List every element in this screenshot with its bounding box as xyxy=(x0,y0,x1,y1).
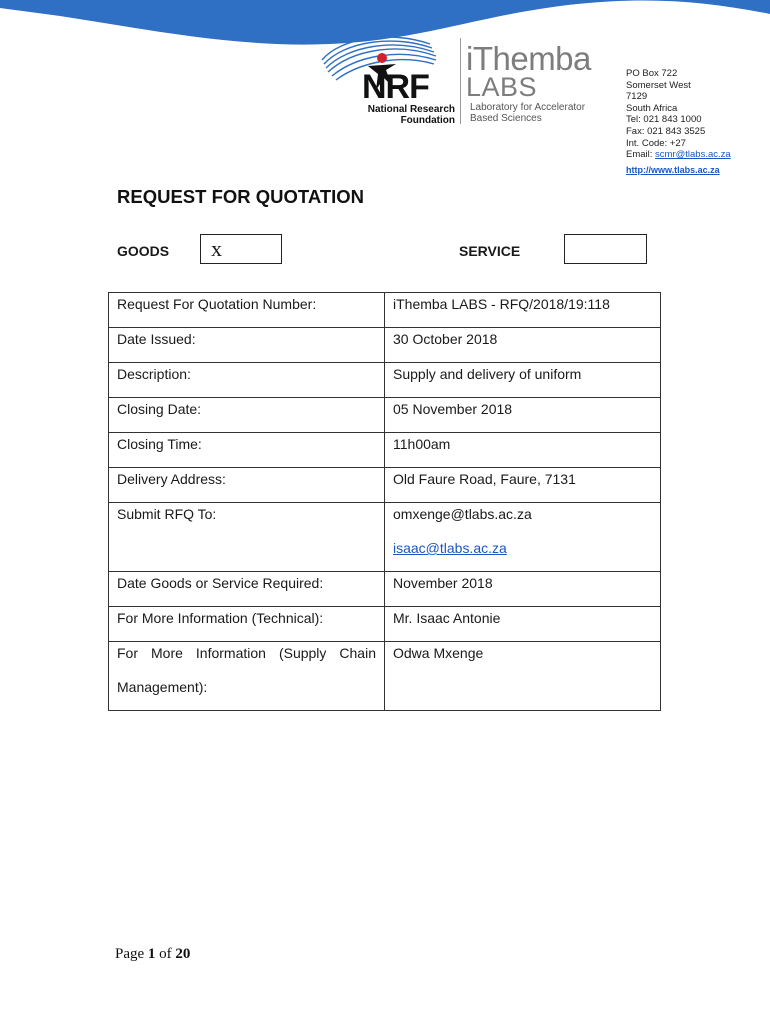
logo-divider xyxy=(460,38,461,124)
row-value xyxy=(385,503,661,572)
row-label: Delivery Address: xyxy=(109,468,385,503)
goods-mark: x xyxy=(211,236,222,261)
row-label: Description: xyxy=(109,363,385,398)
nrf-name xyxy=(360,104,455,126)
row-label xyxy=(109,642,385,711)
service-checkbox xyxy=(564,234,647,264)
row-label: Submit RFQ To: xyxy=(109,503,385,572)
row-value: Old Faure Road, Faure, 7131 xyxy=(385,468,661,503)
nrf-name-line2: Foundation xyxy=(400,115,455,126)
goods-label: GOODS xyxy=(117,243,170,259)
page-number: 1 xyxy=(147,946,156,962)
nrf-logo-text: NRF xyxy=(362,68,429,106)
telephone: Tel: 021 843 1000 xyxy=(626,114,702,126)
po-box: PO Box 722 xyxy=(626,68,678,79)
document-title: REQUEST FOR QUOTATION xyxy=(117,186,365,207)
row-label-line2: Management): xyxy=(117,679,208,695)
contact-block xyxy=(626,68,731,176)
international-code: Int. Code: +27 xyxy=(626,137,686,149)
row-label: Date Goods or Service Required: xyxy=(109,572,385,607)
page-footer xyxy=(115,946,190,963)
row-value: 30 October 2018 xyxy=(385,328,661,363)
email-link[interactable]: scmr@tlabs.ac.za xyxy=(655,149,731,161)
labs-subtitle-line2: Based Sciences xyxy=(470,113,542,124)
labs-logo-text: LABS xyxy=(466,72,538,102)
ithemba-logo-text: iThemba xyxy=(466,40,591,77)
row-value: 05 November 2018 xyxy=(385,398,661,433)
row-value: November 2018 xyxy=(385,572,661,607)
row-label: Request For Quotation Number: xyxy=(109,293,385,328)
row-label-line1: For More Information (Supply Chain xyxy=(117,645,376,661)
submit-email-secondary[interactable]: isaac@tlabs.ac.za xyxy=(393,540,507,556)
row-value: Odwa Mxenge xyxy=(385,642,661,711)
website-link[interactable]: http://www.tlabs.ac.za xyxy=(626,164,720,175)
page-word: Page xyxy=(115,946,145,962)
postal-code: 7129 xyxy=(626,91,648,103)
submit-email-primary[interactable]: omxenge@tlabs.ac.za xyxy=(393,506,532,522)
table-row xyxy=(109,642,661,711)
total-pages: 20 xyxy=(175,946,191,962)
table-row xyxy=(109,293,661,328)
labs-subtitle-line1: Laboratory for Accelerator xyxy=(470,102,586,113)
of-word: of xyxy=(159,946,172,962)
row-label: Date Issued: xyxy=(109,328,385,363)
nrf-name-line1: National Research xyxy=(367,104,455,115)
table-row xyxy=(109,607,661,642)
country: South Africa xyxy=(626,102,678,114)
row-label: Closing Time: xyxy=(109,433,385,468)
table-row xyxy=(109,433,661,468)
town: Somerset West xyxy=(626,79,691,91)
organization-logo xyxy=(310,30,610,130)
table-row xyxy=(109,503,661,572)
row-value: Mr. Isaac Antonie xyxy=(385,607,661,642)
row-value: 11h00am xyxy=(385,433,661,468)
row-value: Supply and delivery of uniform xyxy=(385,363,661,398)
table-row xyxy=(109,572,661,607)
row-label: Closing Date: xyxy=(109,398,385,433)
email-line xyxy=(626,149,731,161)
table-row xyxy=(109,328,661,363)
email-label: Email: xyxy=(626,149,653,161)
labs-subtitle xyxy=(470,102,585,124)
goods-checkbox xyxy=(200,234,282,264)
rfq-details-table xyxy=(108,292,661,711)
table-row xyxy=(109,468,661,503)
service-label: SERVICE xyxy=(459,243,521,259)
row-label: For More Information (Technical): xyxy=(109,607,385,642)
fax: Fax: 021 843 3525 xyxy=(626,125,706,137)
table-row xyxy=(109,363,661,398)
row-value: iThemba LABS - RFQ/2018/19:118 xyxy=(385,293,661,328)
table-row xyxy=(109,398,661,433)
